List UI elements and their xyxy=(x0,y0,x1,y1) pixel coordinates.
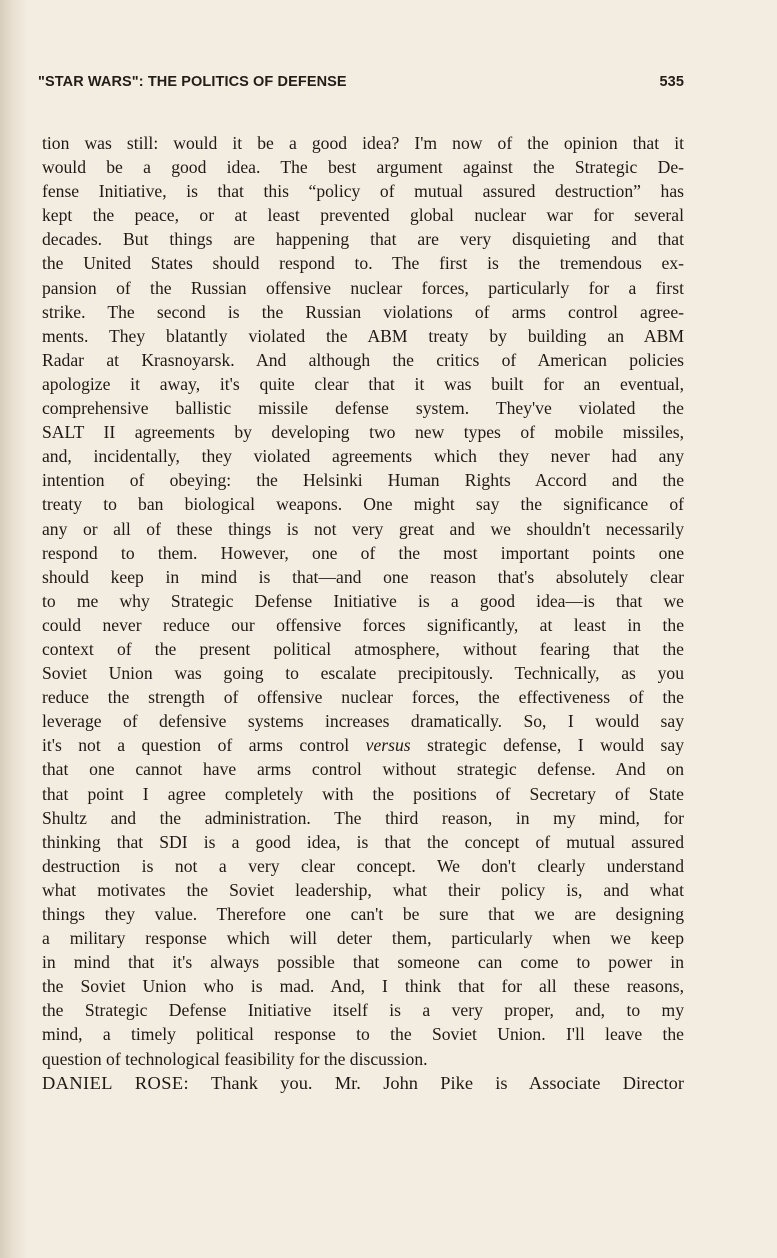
text-line: it's not a question of arms control versus strategic defense, I would say xyxy=(42,735,684,756)
text-line: the Strategic Defense Initiative itself is a very proper, and, to my xyxy=(42,1000,684,1021)
text-line: would be a good idea. The best argument against the Strategic De- xyxy=(42,157,684,178)
text-line: context of the present political atmosphere, without fearing that the xyxy=(42,638,684,659)
speaker-line xyxy=(42,1071,684,1095)
speaker-text: Thank you. Mr. John Pike is Associate Director xyxy=(211,1072,684,1093)
text-line: fense Initiative, is that this “policy of mutual assured destruction” has xyxy=(42,181,684,202)
text-line: the Soviet Union who is mad. And, I think that for all these reasons, xyxy=(42,976,684,997)
text-line: respond to them. However, one of the most important points one xyxy=(42,542,684,563)
text-line: reduce the strength of offensive nuclear forces, the effectiveness of the xyxy=(42,687,684,708)
text-line: tion was still: would it be a good idea? I'm now of the opinion that it xyxy=(42,133,684,153)
text-line: that point I agree completely with the positions of Secretary of State xyxy=(42,783,684,804)
text-line: intention of obeying: the Helsinki Human Rights Accord and the xyxy=(42,470,684,491)
text-line: destruction is not a very clear concept. We don't clearly understand xyxy=(42,855,684,876)
text-line: mind, a timely political response to the Soviet Union. I'll leave the xyxy=(42,1024,684,1045)
text-line: that one cannot have arms control without strategic defense. And on xyxy=(42,759,684,780)
text-line: things they value. Therefore one can't be sure that we are designing xyxy=(42,904,684,924)
body-text xyxy=(42,131,684,1095)
text-line: in mind that it's always possible that someone can come to power in xyxy=(42,952,684,973)
text-line: and, incidentally, they violated agreements which they never had any xyxy=(42,446,684,467)
text-line: should keep in mind is that—and one reason that's absolutely clear xyxy=(42,566,684,587)
paragraph xyxy=(42,131,684,1071)
text-line: Shultz and the administration. The third reason, in my mind, for xyxy=(42,807,684,828)
page-number: 535 xyxy=(659,74,684,90)
text-line: to me why Strategic Defense Initiative is a good idea—is that we xyxy=(42,590,684,611)
text-line: apologize it away, it's quite clear that it was built for an eventual, xyxy=(42,373,684,394)
text-line: the United States should respond to. The first is the tremendous ex- xyxy=(42,253,684,274)
text-line: strike. The second is the Russian violations of arms control agree- xyxy=(42,301,684,322)
text-line: treaty to ban biological weapons. One might say the significance of xyxy=(42,494,684,515)
text-line: comprehensive ballistic missile defense system. They've violated the xyxy=(42,398,684,419)
text-line: Radar at Krasnoyarsk. And although the critics of American policies xyxy=(42,349,684,370)
text-line: what motivates the Soviet leadership, what their policy is, and what xyxy=(42,879,684,900)
text-line: ments. They blatantly violated the ABM treaty by building an ABM xyxy=(42,325,684,346)
text-line: kept the peace, or at least prevented global nuclear war for several xyxy=(42,205,684,226)
text-line: question of technological feasibility for the discussion. xyxy=(42,1048,428,1069)
text-line: could never reduce our offensive forces significantly, at least in the xyxy=(42,614,684,635)
speaker-name: DANIEL ROSE: xyxy=(42,1072,189,1093)
running-header xyxy=(38,74,684,96)
text-line: a military response which will deter them, particularly when we keep xyxy=(42,928,684,949)
text-line: thinking that SDI is a good idea, is that the concept of mutual assured xyxy=(42,831,684,852)
running-title: "STAR WARS": THE POLITICS OF DEFENSE xyxy=(38,74,347,90)
text-line: SALT II agreements by developing two new types of mobile missiles, xyxy=(42,422,684,443)
text-line: Soviet Union was going to escalate precipitously. Technically, as you xyxy=(42,663,684,684)
text-line: pansion of the Russian offensive nuclear forces, particularly for a first xyxy=(42,277,684,298)
text-line: leverage of defensive systems increases dramatically. So, I would say xyxy=(42,711,684,732)
emphasis: versus xyxy=(365,735,411,756)
text-line: any or all of these things is not very great and we shouldn't necessarily xyxy=(42,518,684,539)
text-line: decades. But things are happening that are very disquieting and that xyxy=(42,229,684,250)
